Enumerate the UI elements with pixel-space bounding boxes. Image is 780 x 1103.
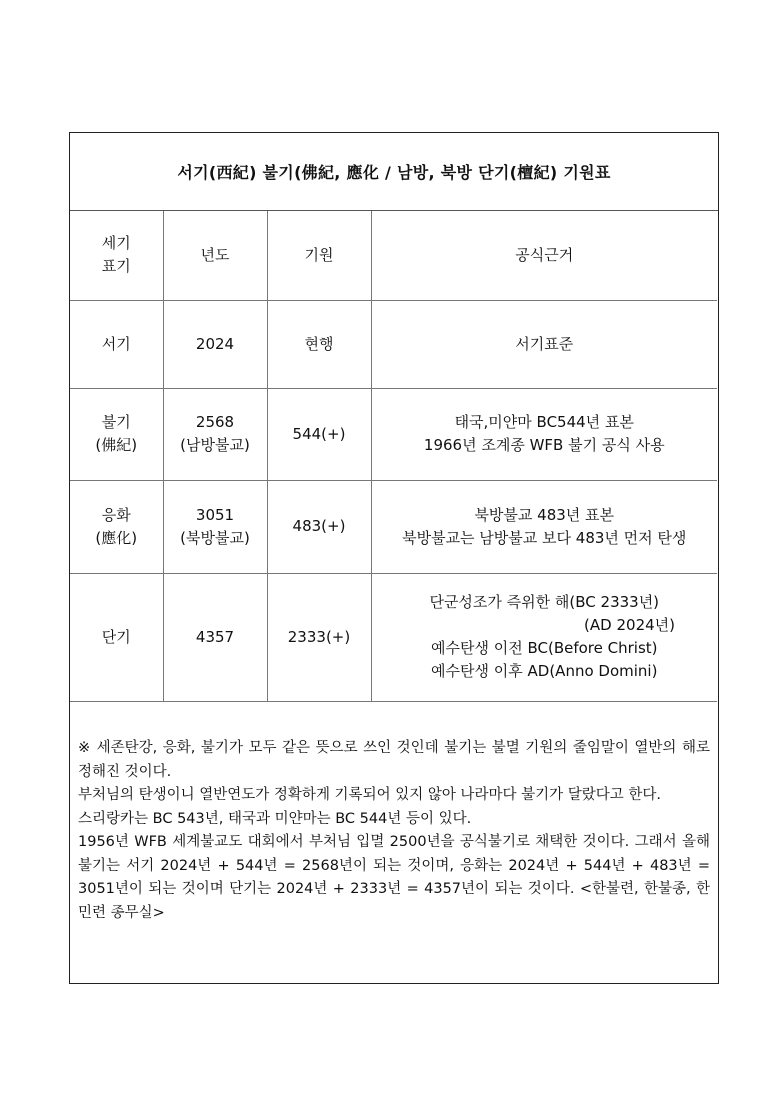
row-basis [371, 388, 717, 480]
row-label [70, 300, 163, 388]
row-label [70, 573, 163, 701]
row-year-line: 2024 [195, 334, 235, 353]
row-year-line: 4357 [195, 627, 235, 646]
row-label-line: (佛紀) [95, 436, 138, 454]
document-title: 서기(西紀) 불기(佛紀, 應化 / 남방, 북방 단기(檀紀) 기원표 [70, 133, 718, 211]
era-table-document [69, 132, 719, 984]
row-label-line: 서기 [101, 334, 131, 353]
row-basis [371, 300, 717, 388]
row-label [70, 480, 163, 573]
row-basis-line: 태국,미얀마 BC544년 표본 [454, 413, 634, 431]
header-year: 년도 [163, 211, 267, 300]
header-era: 기원 [267, 211, 371, 300]
row-year-line: (남방불교) [180, 436, 250, 454]
header-notation-line1: 세기 [101, 234, 131, 253]
row-basis [371, 573, 717, 701]
row-year [163, 573, 267, 701]
row-basis-line: 1966년 조계종 WFB 불기 공식 사용 [423, 436, 665, 454]
row-era: 544(+) [267, 388, 371, 480]
row-year-line: 3051 [195, 505, 235, 524]
footnote-paragraph: 부처님의 탄생이니 열반연도가 정확하게 기록되어 있지 않아 나라마다 불기가 달랐다고 한다. [78, 787, 661, 803]
row-year-line: (북방불교) [180, 528, 250, 547]
row-year [163, 388, 267, 480]
row-era: 현행 [267, 300, 371, 388]
row-basis-line: 예수탄생 이후 AD(Anno Domini) [431, 662, 658, 680]
row-label-line: (應化) [95, 528, 138, 547]
footnote [78, 737, 710, 925]
row-basis-line: (AD 2024년) [584, 616, 675, 634]
header-notation-line2: 표기 [101, 257, 131, 276]
table-row [70, 480, 717, 573]
footnote-paragraph: 1956년 WFB 세계불교도 대회에서 부처님 입멸 2500년을 공식불기로 채택한 것이다. 그래서 올해 불기는 서기 2024년 + 544년 = 2568년이 되는 것이며, 응화는 2024년 + 544년 + 483년 = 3051년이 되는 것이며 단기는 2024년 + 2333년 = 4357년이 되는 것이다. <한불련, 한불종, 한민련 종무실> [78, 834, 710, 921]
row-label-line: 불기 [101, 413, 131, 431]
row-basis-line: 북방불교 483년 표본 [474, 505, 615, 524]
era-table [70, 211, 717, 702]
row-basis [371, 480, 717, 573]
table-row [70, 388, 717, 480]
row-year-line: 2568 [195, 413, 235, 431]
row-basis-line: 예수탄생 이전 BC(Before Christ) [430, 639, 658, 657]
row-era: 483(+) [267, 480, 371, 573]
footnote-paragraph: 스리랑카는 BC 543년, 태국과 미얀마는 BC 544년 등이 있다. [78, 810, 472, 827]
row-label [70, 388, 163, 480]
table-header-row [70, 211, 717, 300]
footnote-paragraph: ※ 세존탄강, 응화, 불기가 모두 같은 뜻으로 쓰인 것인데 불기는 불멸 기원의 줄임말이 열반의 해로 정해진 것이다. [78, 740, 710, 780]
row-label-line: 응화 [101, 505, 131, 524]
header-basis: 공식근거 [371, 211, 717, 300]
row-basis-line: 서기표준 [515, 334, 574, 353]
row-basis-line: 단군성조가 즉위한 해(BC 2333년) [429, 593, 660, 611]
header-notation [70, 211, 163, 300]
table-row [70, 573, 717, 701]
row-label-line: 단기 [101, 627, 131, 646]
row-basis-line: 북방불교는 남방불교 보다 483년 먼저 탄생 [402, 528, 687, 547]
table-row [70, 300, 717, 388]
row-year [163, 300, 267, 388]
row-year [163, 480, 267, 573]
row-era: 2333(+) [267, 573, 371, 701]
